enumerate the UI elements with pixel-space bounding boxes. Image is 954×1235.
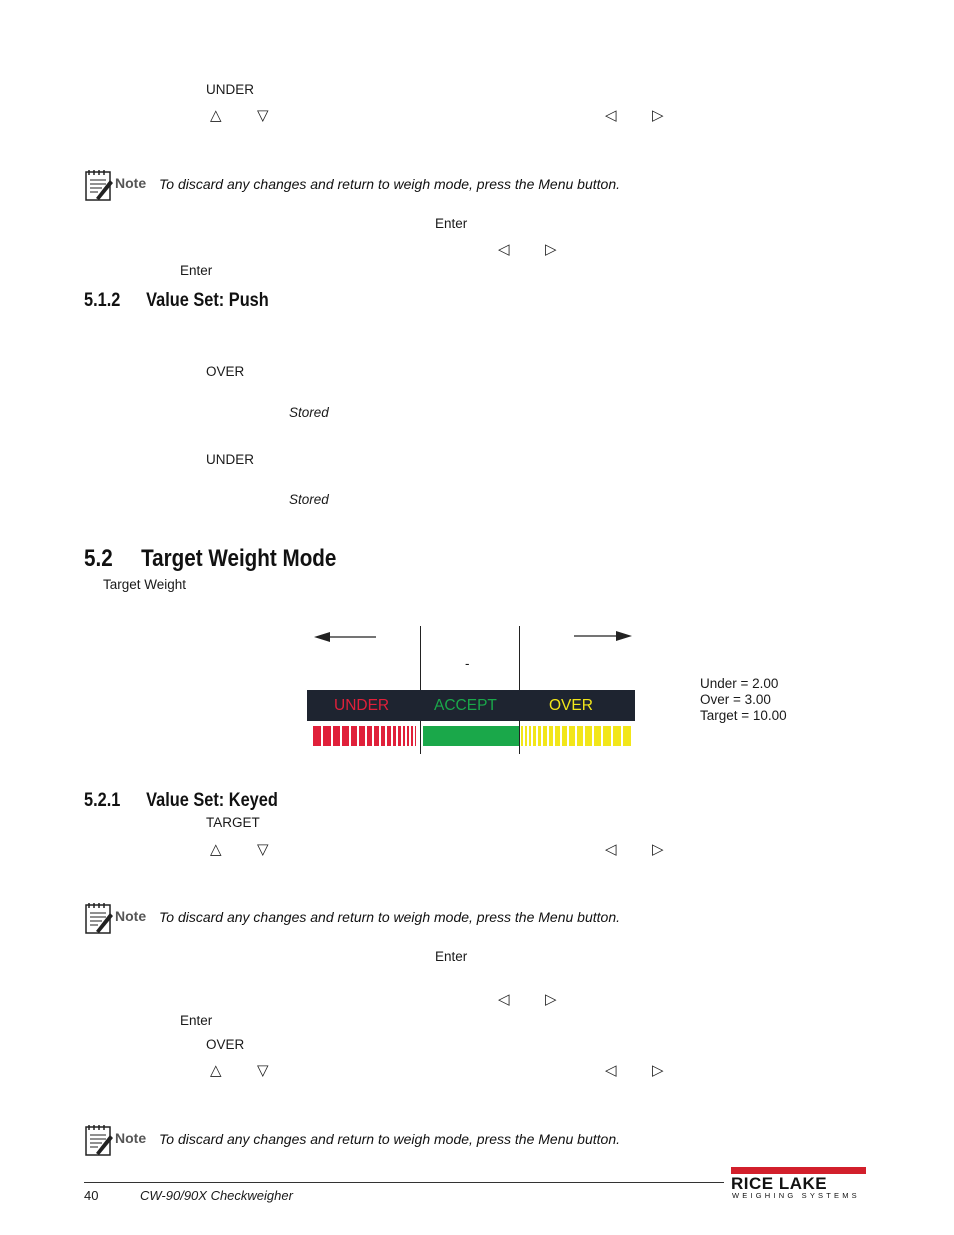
section-heading-512: [84, 290, 269, 312]
footer-rule: [84, 1182, 724, 1183]
under-keyword: UNDER: [206, 452, 255, 467]
left-arrow-icon: ◁: [498, 240, 510, 258]
minus-sign: -: [465, 656, 470, 671]
left-arrow-icon: ◁: [498, 990, 510, 1008]
note-label: Note: [115, 908, 147, 924]
note-label: Note: [115, 175, 147, 191]
section-number: 5.2: [84, 545, 113, 572]
section-heading-52: [84, 545, 336, 573]
accept-zone-label: ACCEPT: [434, 697, 497, 714]
section-number: 5.2.1: [84, 790, 121, 811]
right-arrow-line-icon: [570, 628, 636, 644]
logo-red-stripe: [731, 1167, 866, 1174]
right-arrow-icon: ▷: [545, 990, 557, 1008]
right-arrow-icon: ▷: [652, 840, 664, 858]
target-keyword: TARGET: [206, 815, 260, 830]
right-arrow-icon: ▷: [545, 240, 557, 258]
left-arrow-icon: ◁: [605, 106, 617, 124]
logo-text: RICE LAKE: [731, 1174, 828, 1193]
note-text: To discard any changes and return to weigh mode, press the Menu button.: [159, 909, 620, 925]
up-arrow-icon: △: [210, 106, 222, 124]
accept-segment: [423, 726, 519, 746]
logo-subtext: WEIGHING SYSTEMS: [732, 1191, 860, 1200]
page-number: 40: [84, 1188, 99, 1203]
note-pad-icon: [84, 1123, 114, 1157]
note-pad-icon: [84, 168, 114, 202]
down-arrow-icon: ▽: [257, 1061, 269, 1079]
left-arrow-icon: ◁: [605, 1061, 617, 1079]
enter-keyword: Enter: [180, 1013, 213, 1028]
under-segments: [313, 726, 416, 746]
left-arrow-line-icon: [312, 628, 382, 644]
right-arrow-icon: ▷: [652, 106, 664, 124]
section-heading-521: [84, 790, 278, 812]
doc-title: CW-90/90X Checkweigher: [140, 1188, 293, 1203]
enter-keyword: Enter: [435, 216, 468, 231]
left-arrow-icon: ◁: [605, 840, 617, 858]
rice-lake-logo: [731, 1167, 866, 1200]
enter-keyword: Enter: [180, 263, 213, 278]
note-text: To discard any changes and return to weigh mode, press the Menu button.: [159, 1131, 620, 1147]
section-title: Target Weight Mode: [141, 545, 337, 572]
down-arrow-icon: ▽: [257, 840, 269, 858]
right-arrow-icon: ▷: [652, 1061, 664, 1079]
note-label: Note: [115, 1130, 147, 1146]
section-title: Value Set: Push: [146, 290, 269, 311]
stored-keyword: Stored: [289, 492, 329, 507]
note-pad-icon: [84, 901, 114, 935]
over-value: Over = 3.00: [700, 692, 771, 707]
over-keyword: OVER: [206, 1037, 245, 1052]
over-zone-label: OVER: [549, 697, 593, 714]
enter-keyword: Enter: [435, 949, 468, 964]
up-arrow-icon: △: [210, 1061, 222, 1079]
over-keyword: OVER: [206, 364, 245, 379]
under-value: Under = 2.00: [700, 676, 779, 691]
section-number: 5.1.2: [84, 290, 121, 311]
stored-keyword: Stored: [289, 405, 329, 420]
target-value: Target = 10.00: [700, 708, 787, 723]
under-keyword: UNDER: [206, 82, 255, 97]
over-segments: [521, 726, 631, 746]
target-weight-keyword: Target Weight: [103, 577, 187, 592]
down-arrow-icon: ▽: [257, 106, 269, 124]
zone-bar-graph: [313, 726, 631, 746]
under-zone-label: UNDER: [334, 697, 390, 714]
section-title: Value Set: Keyed: [146, 790, 278, 811]
note-text: To discard any changes and return to weigh mode, press the Menu button.: [159, 176, 620, 192]
up-arrow-icon: △: [210, 840, 222, 858]
